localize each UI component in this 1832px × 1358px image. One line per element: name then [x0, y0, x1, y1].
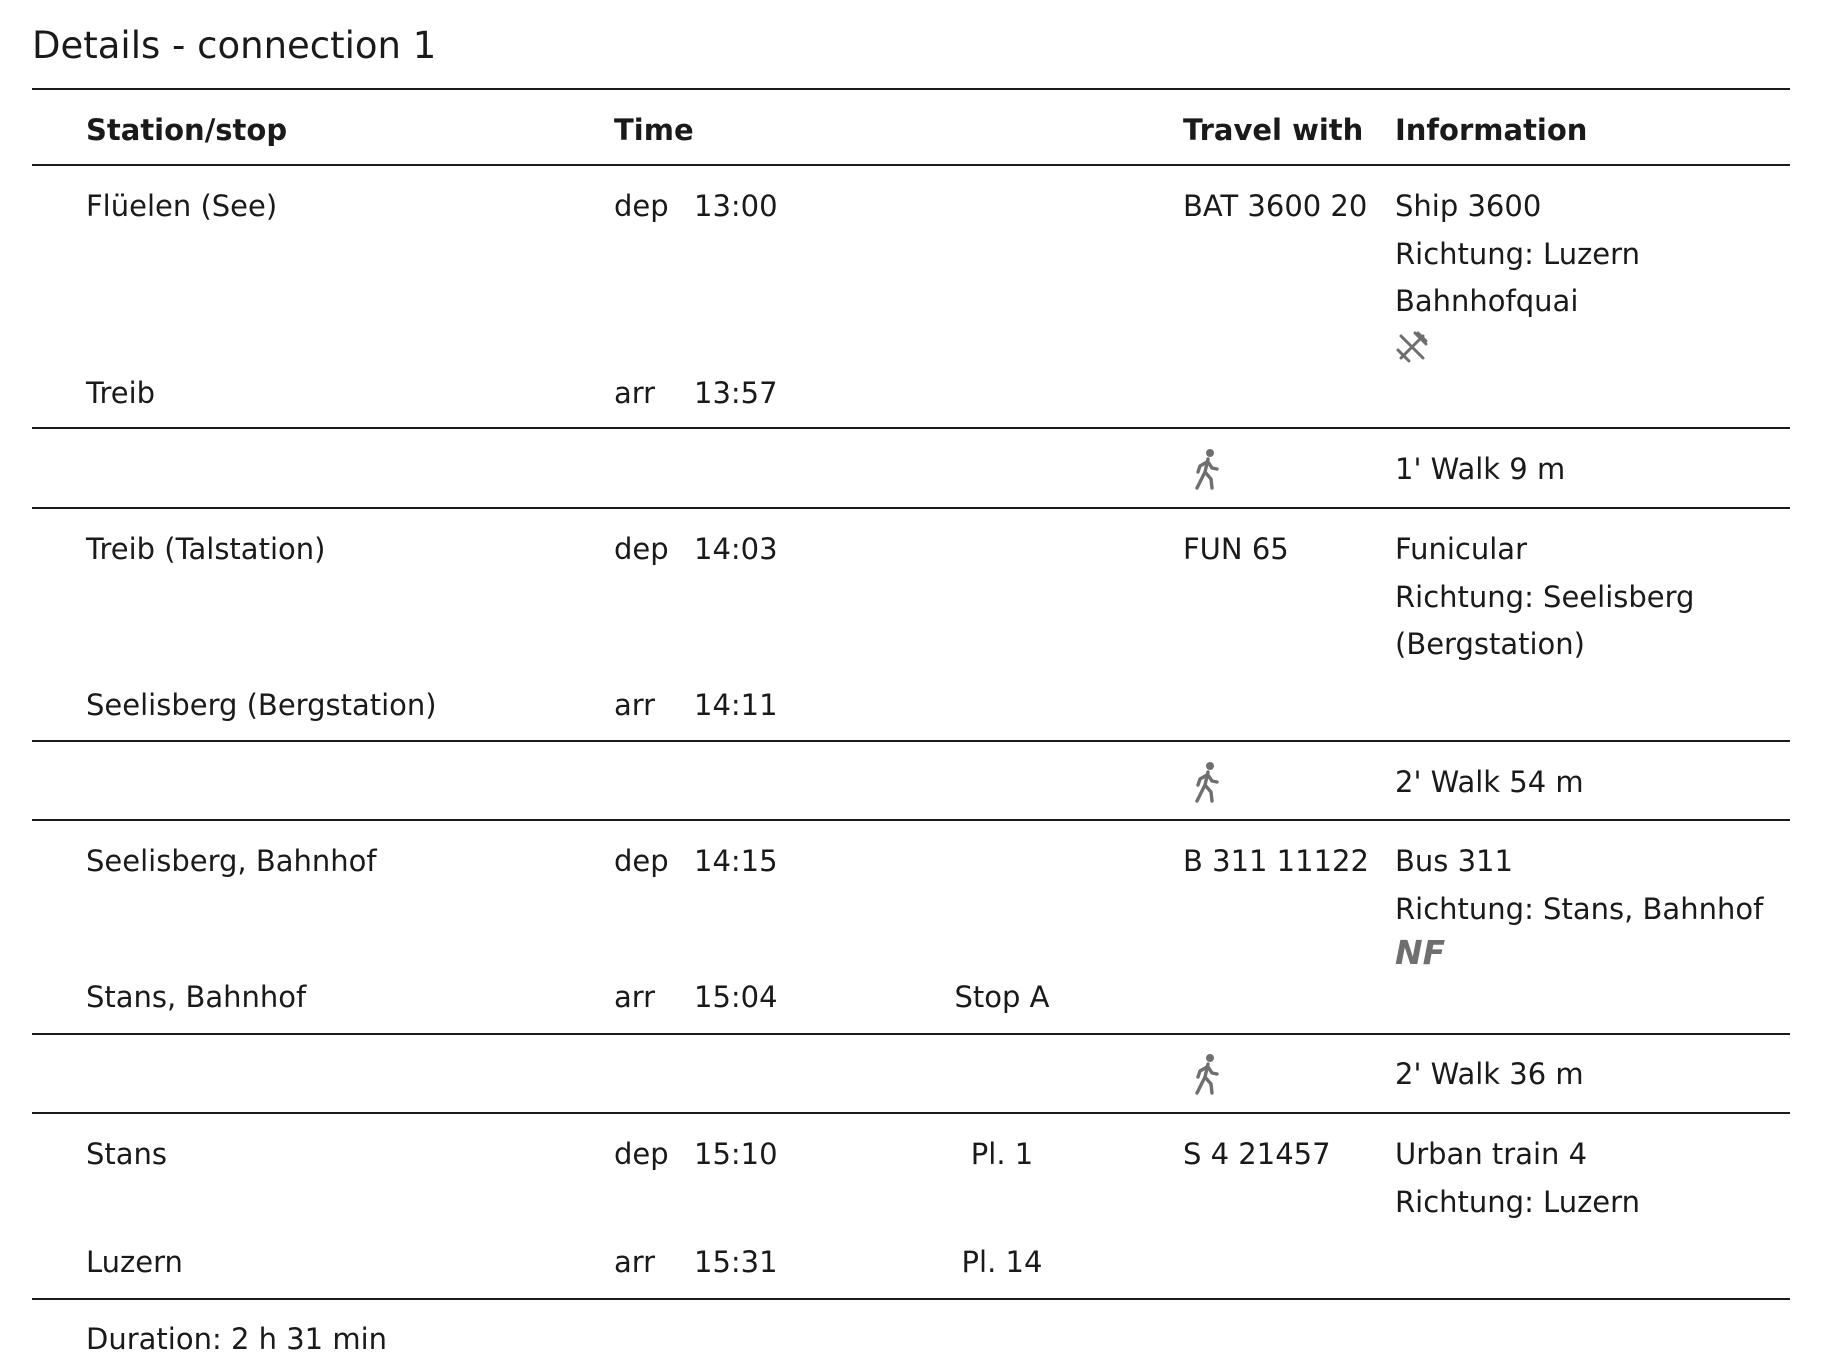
- departure-time: 14:03: [694, 532, 778, 566]
- arrival-time: 14:11: [694, 688, 778, 722]
- page-title: Details - connection 1: [32, 24, 437, 67]
- arrival-station: Treib: [86, 376, 156, 410]
- header-bottom-rule: [32, 164, 1790, 166]
- arrival-platform: Pl. 14: [961, 1245, 1043, 1279]
- arrival-time: 13:57: [694, 376, 778, 410]
- header-top-rule: [32, 88, 1790, 90]
- travel-with-vehicle: B 311 11122: [1183, 844, 1369, 878]
- row-divider: [32, 507, 1790, 509]
- column-header-station: Station/stop: [86, 113, 288, 147]
- restaurant-icon: [1395, 330, 1429, 364]
- arrival-platform: Stop A: [954, 980, 1050, 1014]
- departure-station: Seelisberg, Bahnhof: [86, 844, 377, 878]
- info-line: Bahnhofquai: [1395, 284, 1579, 318]
- departure-platform: Pl. 1: [970, 1137, 1034, 1171]
- walk-info: 2' Walk 36 m: [1395, 1057, 1584, 1091]
- info-line: Urban train 4: [1395, 1137, 1588, 1171]
- arrival-label: arr: [614, 376, 656, 410]
- arrival-time: 15:31: [694, 1245, 778, 1279]
- row-divider: [32, 819, 1790, 821]
- departure-station: Treib (Talstation): [86, 532, 326, 566]
- departure-label: dep: [614, 1137, 669, 1171]
- row-divider: [32, 740, 1790, 742]
- column-header-travel-with: Travel with: [1183, 113, 1364, 147]
- info-line: Funicular: [1395, 532, 1527, 566]
- arrival-station: Seelisberg (Bergstation): [86, 688, 437, 722]
- walking-person-icon: [1192, 1053, 1222, 1095]
- table-bottom-rule: [32, 1298, 1790, 1300]
- departure-label: dep: [614, 532, 669, 566]
- column-header-information: Information: [1395, 113, 1588, 147]
- departure-label: dep: [614, 189, 669, 223]
- row-divider: [32, 427, 1790, 429]
- departure-time: 14:15: [694, 844, 778, 878]
- arrival-label: arr: [614, 1245, 656, 1279]
- info-line: Ship 3600: [1395, 189, 1542, 223]
- departure-time: 15:10: [694, 1137, 778, 1171]
- info-line: Richtung: Luzern: [1395, 1185, 1640, 1219]
- column-header-time: Time: [614, 113, 694, 147]
- info-line: Richtung: Stans, Bahnhof: [1395, 892, 1764, 926]
- travel-with-vehicle: S 4 21457: [1183, 1137, 1331, 1171]
- departure-station: Stans: [86, 1137, 168, 1171]
- row-divider: [32, 1112, 1790, 1114]
- total-duration: Duration: 2 h 31 min: [86, 1322, 388, 1356]
- arrival-label: arr: [614, 980, 656, 1014]
- travel-with-vehicle: FUN 65: [1183, 532, 1289, 566]
- info-line: (Bergstation): [1395, 627, 1585, 661]
- walk-info: 2' Walk 54 m: [1395, 765, 1584, 799]
- arrival-label: arr: [614, 688, 656, 722]
- departure-time: 13:00: [694, 189, 778, 223]
- walking-person-icon: [1192, 761, 1222, 803]
- arrival-time: 15:04: [694, 980, 778, 1014]
- low-floor-badge: NF: [1395, 933, 1446, 972]
- departure-label: dep: [614, 844, 669, 878]
- info-line: Richtung: Luzern: [1395, 237, 1640, 271]
- arrival-station: Luzern: [86, 1245, 183, 1279]
- travel-with-vehicle: BAT 3600 20: [1183, 189, 1368, 223]
- walk-info: 1' Walk 9 m: [1395, 452, 1566, 486]
- departure-station: Flüelen (See): [86, 189, 278, 223]
- arrival-station: Stans, Bahnhof: [86, 980, 307, 1014]
- info-line: Richtung: Seelisberg: [1395, 580, 1695, 614]
- walking-person-icon: [1192, 448, 1222, 490]
- info-line: Bus 311: [1395, 844, 1513, 878]
- row-divider: [32, 1033, 1790, 1035]
